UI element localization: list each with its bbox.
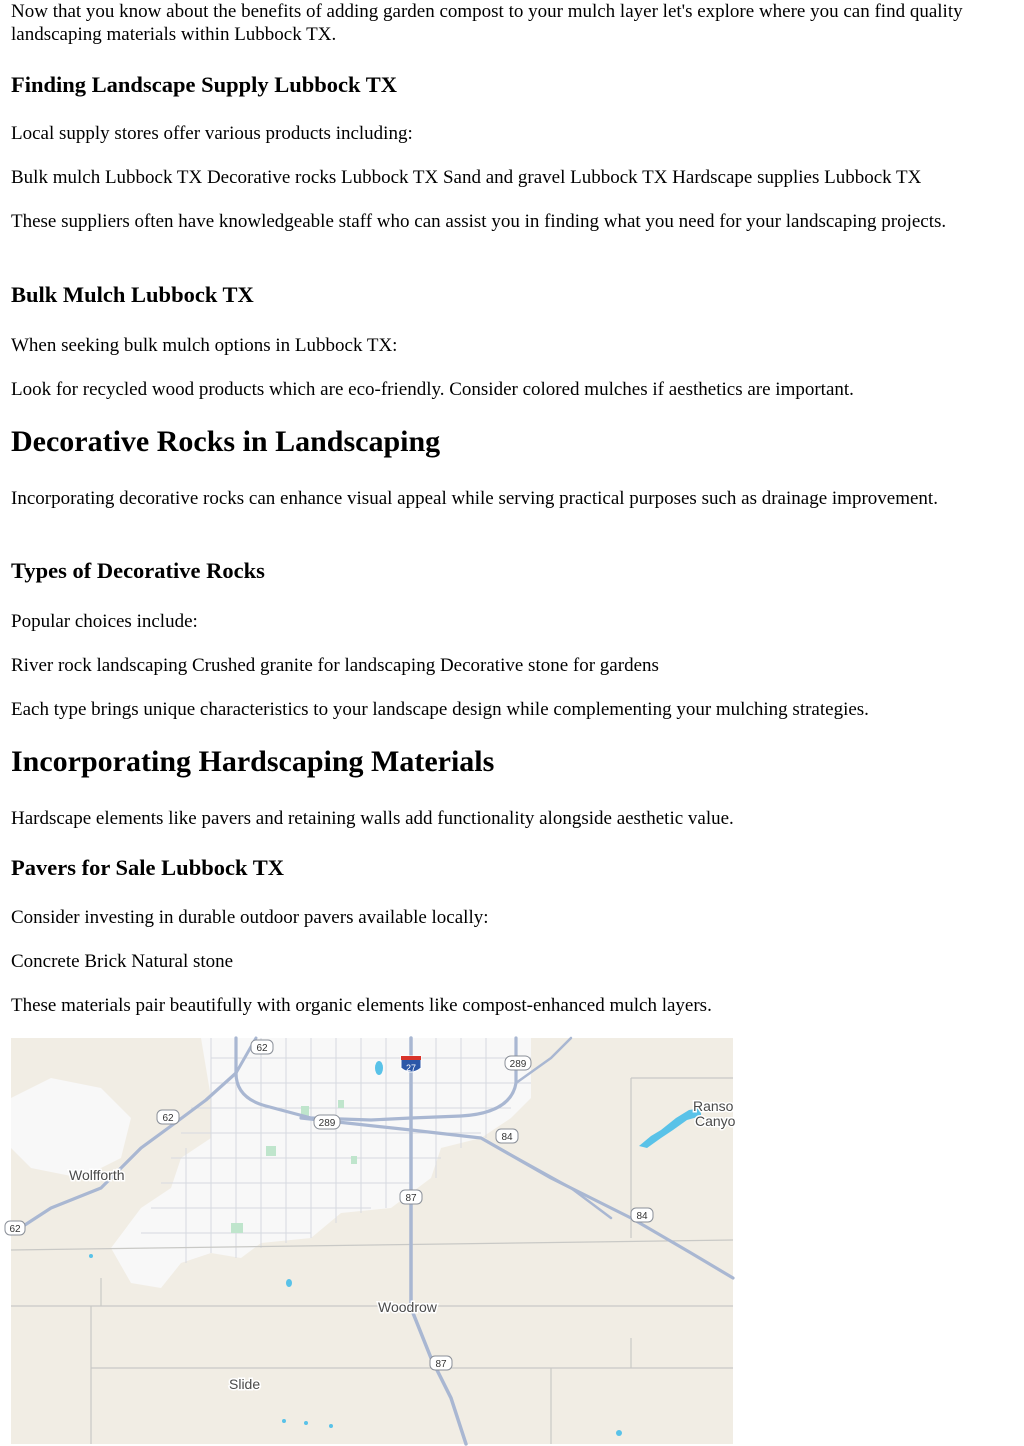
rocks-types-items-paragraph: River rock landscaping Crushed granite for landscaping Decorative stone for gardens	[11, 655, 659, 676]
rocks-intro-paragraph: Incorporating decorative rocks can enhance visual appeal while serving practical purposes such as drainage improvement.	[11, 488, 938, 509]
park-area	[338, 1100, 344, 1108]
sh289-shield-label: 289	[509, 1059, 527, 1070]
us87-shield-south	[430, 1356, 452, 1370]
map-image[interactable]	[9, 1038, 736, 1444]
us87-shield-north	[400, 1190, 422, 1204]
rocks-types-lead-paragraph: Popular choices include:	[11, 611, 198, 632]
place-label-woodrow: Woodrow	[378, 1299, 437, 1315]
pavers-items-paragraph: Concrete Brick Natural stone	[11, 951, 234, 972]
playa-lake	[286, 1279, 292, 1287]
map-canvas	[9, 1038, 736, 1444]
us84-shield-label: 84	[636, 1211, 648, 1222]
supply-lead-paragraph: Local supply stores offer various products including:	[11, 123, 413, 144]
place-label-ransom-canyon: Canyo	[695, 1113, 736, 1129]
sh289-shield-label: 289	[318, 1118, 336, 1129]
park-area	[351, 1156, 357, 1164]
playa-lake	[89, 1254, 93, 1258]
sh289-shield-east	[505, 1056, 531, 1070]
us84-shield-east	[631, 1208, 653, 1222]
park-area	[231, 1223, 243, 1233]
park-area	[266, 1146, 276, 1156]
i27-shield	[401, 1056, 421, 1073]
intro-paragraph: Now that you know about the benefits of adding garden compost to your mulch layer let's explore where you can find quality landscaping materials within Lubbock TX.	[11, 1, 963, 45]
pavers-lead-paragraph: Consider investing in durable outdoor pavers available locally:	[11, 907, 489, 928]
us87-shield-label: 87	[405, 1193, 417, 1204]
i27-shield-label: 27	[405, 1063, 417, 1073]
heading-bulk-mulch: Bulk Mulch Lubbock TX	[11, 282, 254, 307]
heading-pavers: Pavers for Sale Lubbock TX	[11, 855, 284, 880]
place-label-ransom-canyon: Ranso	[693, 1098, 734, 1114]
hardscape-intro-paragraph: Hardscape elements like pavers and retaining walls add functionality alongside aesthetic value.	[11, 808, 734, 829]
playa-lake	[375, 1061, 383, 1075]
us62-shield-top	[251, 1040, 273, 1054]
supply-items-paragraph: Bulk mulch Lubbock TX Decorative rocks Lubbock TX Sand and gravel Lubbock TX Hardscape supplies Lubbock TX	[11, 167, 922, 188]
us62-shield-edge	[5, 1221, 25, 1235]
playa-lake	[616, 1430, 622, 1436]
us62-shield-label: 62	[9, 1224, 21, 1235]
mulch-lead-paragraph: When seeking bulk mulch options in Lubbock TX:	[11, 335, 398, 356]
sh289-shield-center	[314, 1115, 340, 1129]
rocks-types-note-paragraph: Each type brings unique characteristics to your landscape design while complementing your mulching strategies.	[11, 699, 869, 720]
playa-lake	[282, 1419, 286, 1423]
us62-shield-label: 62	[162, 1113, 174, 1124]
us84-shield-center	[496, 1129, 518, 1143]
us62-shield-west	[157, 1110, 179, 1124]
supply-note-paragraph: These suppliers often have knowledgeable staff who can assist you in finding what you need for your landscaping projects.	[11, 211, 947, 232]
us84-shield-label: 84	[501, 1132, 513, 1143]
pavers-note-paragraph: These materials pair beautifully with organic elements like compost-enhanced mulch layers.	[11, 995, 712, 1016]
us87-shield-label: 87	[435, 1359, 447, 1370]
place-label-slide: Slide	[229, 1376, 261, 1392]
heading-hardscaping: Incorporating Hardscaping Materials	[11, 745, 495, 778]
mulch-tips-paragraph: Look for recycled wood products which are eco-friendly. Consider colored mulches if aesthetics are important.	[11, 379, 854, 400]
heading-decorative-rocks: Decorative Rocks in Landscaping	[11, 425, 441, 458]
playa-lake	[304, 1421, 308, 1425]
heading-landscape-supply: Finding Landscape Supply Lubbock TX	[11, 72, 398, 97]
place-label-wolfforth: Wolfforth	[69, 1167, 125, 1183]
heading-types-of-rocks: Types of Decorative Rocks	[11, 558, 265, 583]
us62-shield-label: 62	[256, 1043, 268, 1054]
playa-lake	[329, 1424, 333, 1428]
